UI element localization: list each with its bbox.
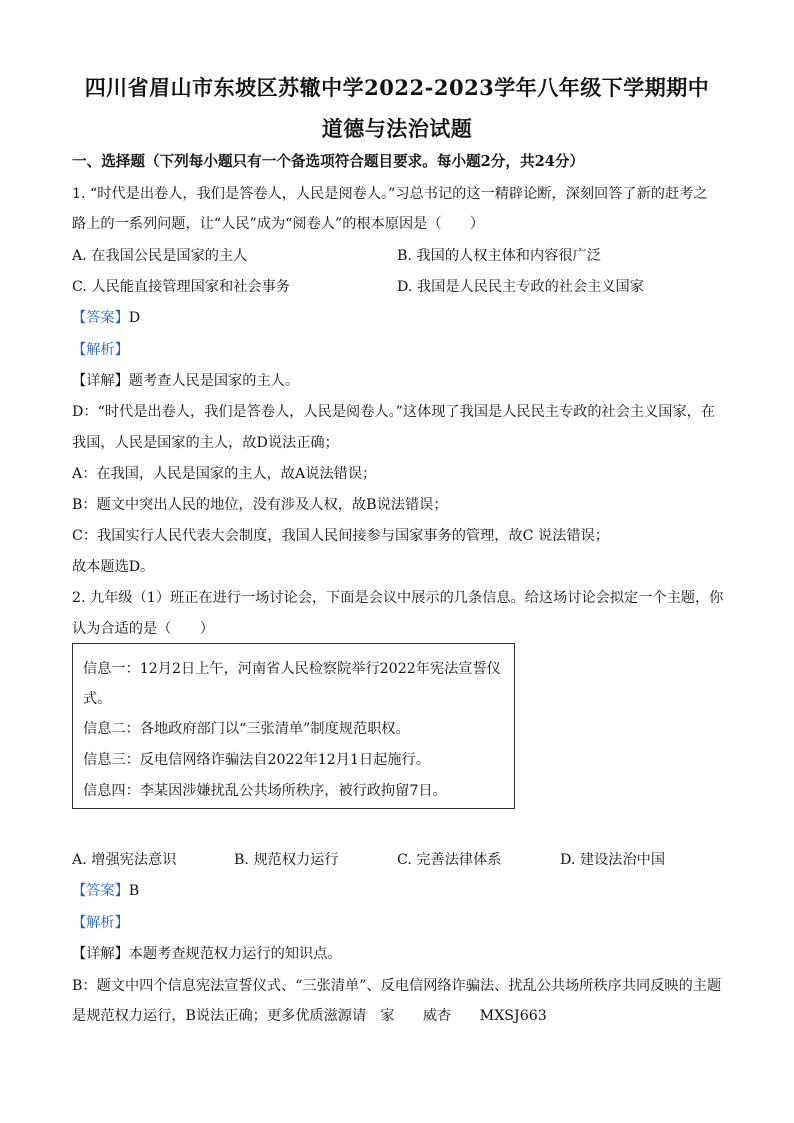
q1-explain-line: B：题文中突出人民的地位，没有涉及人权，故B说法错误； <box>72 497 448 513</box>
q1-explain-line: D：“时代是出卷人，我们是答卷人，人民是阅卷人。”这体现了我国是人民民主专政的社会主义国家，在 <box>72 404 716 420</box>
q2-detail <box>72 943 342 963</box>
info-line: 信息三：反电信网络诈骗法自2022年12月1日起施行。 <box>83 752 430 768</box>
answer-value: D <box>128 310 141 326</box>
q1-analysis-tag: 【解析】 <box>72 342 129 358</box>
answer-tag: 【答案】 <box>72 310 129 326</box>
q2-answer <box>72 880 139 900</box>
q2-option-a: A. 增强宪法意识 <box>72 852 177 868</box>
info-line: 信息四：李某因涉嫌扰乱公共场所秩序，被行政拘留7日。 <box>83 783 447 799</box>
detail-text: 本题考查规范权力运行的知识点。 <box>128 946 342 962</box>
info-line: 信息二：各地政府部门以“三张清单”制度规范职权。 <box>83 721 410 737</box>
section-heading: 一、选择题（下列每小题只有一个备选项符合题目要求。每小题2分，共24分） <box>72 153 585 170</box>
q1-explain-line: 故本题选D。 <box>72 559 155 575</box>
q2-option-b: B. 规范权力运行 <box>234 852 339 868</box>
q2-stem-line-1: 2. 九年级（1）班正在进行一场讨论会，下面是会议中展示的几条信息。给这场讨论会拟定一个主题，你 <box>72 590 724 606</box>
detail-text: 题考查人民是国家的主人。 <box>128 373 300 389</box>
title-line-1: 四川省眉山市东坡区苏辙中学2022-2023学年八年级下学期期中 <box>84 75 710 100</box>
q1-explain-line: A：在我国，人民是国家的主人，故A说法错误； <box>72 466 377 482</box>
q1-option-c: C. 人民能直接管理国家和社会事务 <box>72 279 290 295</box>
detail-tag: 【详解】 <box>72 373 129 389</box>
q2-option-c: C. 完善法律体系 <box>397 852 502 868</box>
q2-explain-line: B：题文中四个信息宪法宣誓仪式、“三张清单”、反电信网络诈骗法、扰乱公共场所秩序共同反映的主题 <box>72 978 722 994</box>
q1-stem-line-2: 路上的一系列问题，让“人民”成为“阅卷人”的根本原因是（ ） <box>72 216 485 232</box>
q2-analysis-tag: 【解析】 <box>72 915 129 931</box>
detail-tag: 【详解】 <box>72 946 129 962</box>
q1-option-a: A. 在我国公民是国家的主人 <box>72 248 248 264</box>
q1-option-b: B. 我国的人权主体和内容很广泛 <box>397 248 601 264</box>
info-box <box>72 643 515 809</box>
q2-option-d: D. 建设法治中国 <box>560 852 666 868</box>
q1-explain-line: C：我国实行人民代表大会制度，我国人民间接参与国家事务的管理，故C 说法错误； <box>72 528 609 544</box>
q2-explain-line: 是规范权力运行，B说法正确；更多优质滋源请 家 威杏 MXSJ663 <box>72 1008 547 1024</box>
answer-value: B <box>128 883 140 899</box>
q1-answer <box>72 307 140 327</box>
info-line: 式。 <box>83 691 112 707</box>
q2-stem-line-2: 认为合适的是（ ） <box>72 621 214 637</box>
info-line: 信息一：12月2日上午，河南省人民检察院举行2022年宪法宣誓仪 <box>83 661 501 677</box>
q1-detail <box>72 370 299 390</box>
answer-tag: 【答案】 <box>72 883 129 899</box>
q1-option-d: D. 我国是人民民主专政的社会主义国家 <box>397 279 644 295</box>
q1-explain-line: 我国，人民是国家的主人，故D说法正确； <box>72 435 339 451</box>
q1-stem-line-1: 1. “时代是出卷人，我们是答卷人，人民是阅卷人。”习总书记的这一精辟论断，深刻回答了新的赶考之 <box>72 186 708 202</box>
title-line-2: 道德与法治试题 <box>321 116 473 141</box>
